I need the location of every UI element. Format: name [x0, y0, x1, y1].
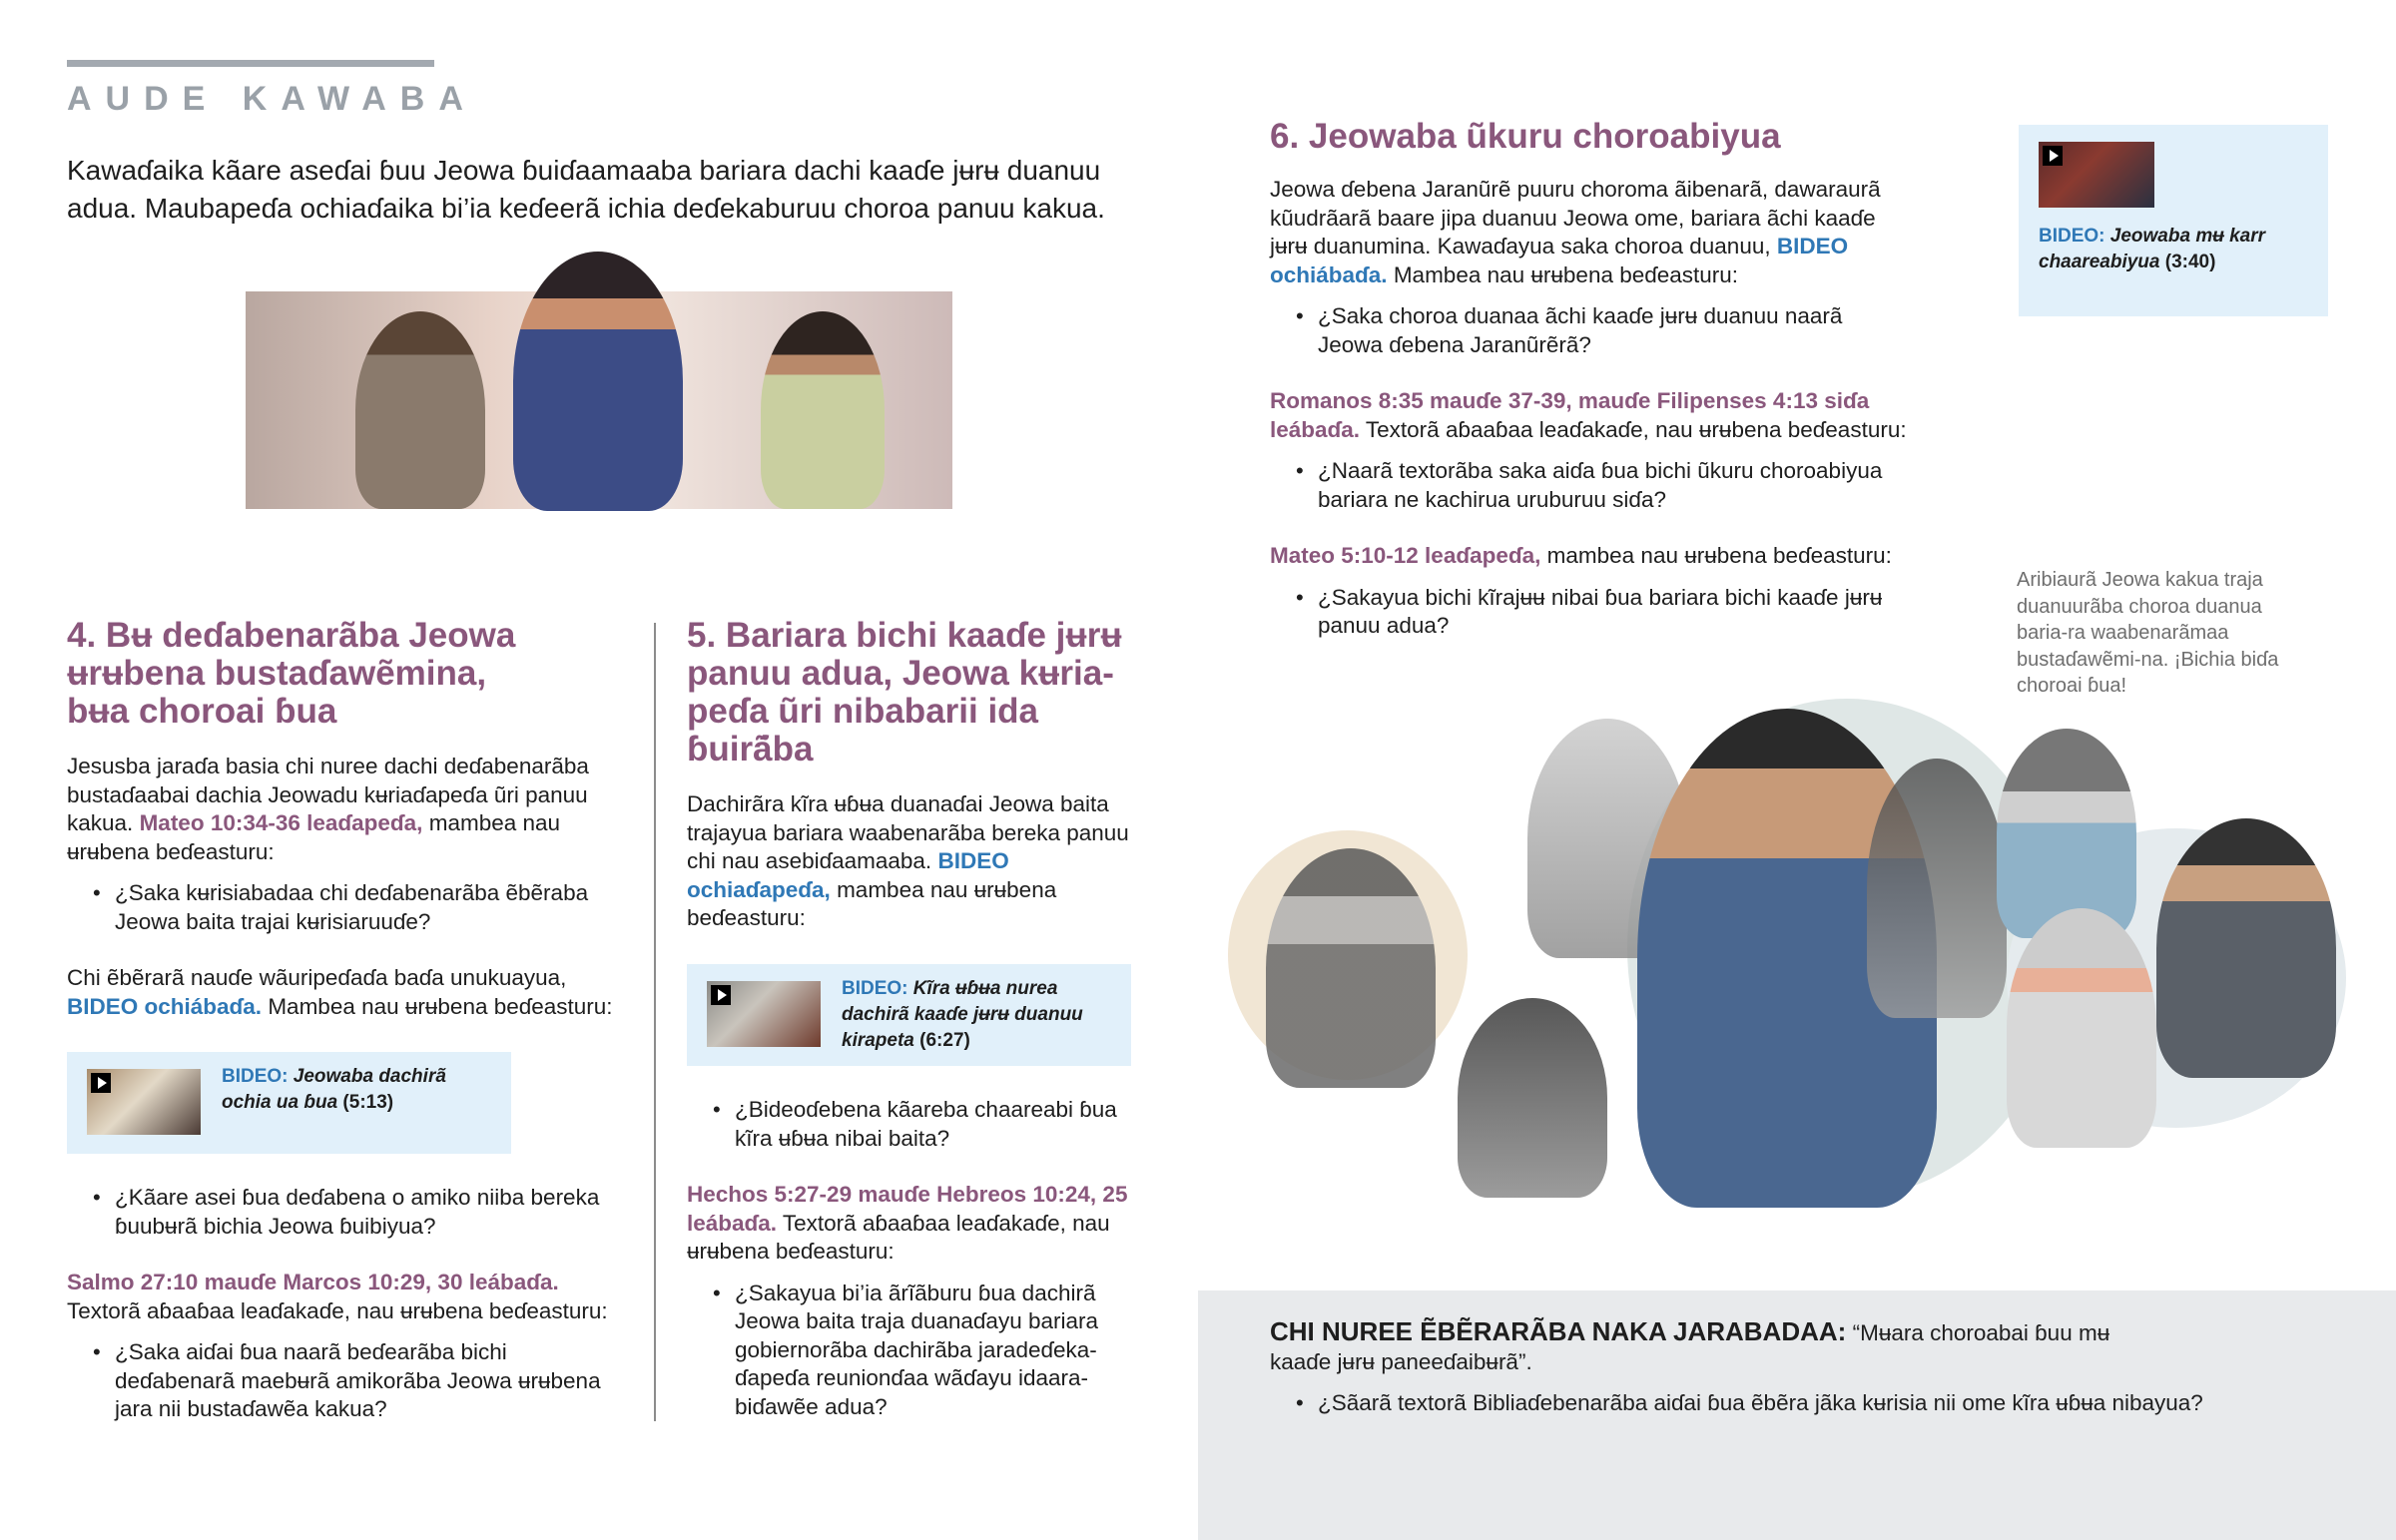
bottom-panel-heading: CHI NUREE ẼBẼRARÃBA NAKA JARABADAA: “Mʉara choroabai ɓuu mʉ kaaɗe jʉrʉ paneeɗaibʉrã”.	[1270, 1316, 2110, 1374]
header-rule	[67, 60, 434, 67]
video-caption: BIDEO: Kĩra ʉɓʉa nurea dachirã kaaɗe jʉrʉ duanuu kirapeta (6:27)	[842, 978, 1083, 1051]
video-thumbnail[interactable]	[707, 981, 821, 1047]
illustration-woman-left	[1266, 848, 1436, 1088]
video-link[interactable]: BIDEO ochiaɗapeɗa,	[687, 848, 1009, 902]
faithful-witnesses-illustration	[1228, 699, 2356, 1208]
section-6-paragraph-2: Romanos 8:35 mauɗe 37-39, mauɗe Filipenses 4:13 siɗa leábaɗa. Textorã aɓaaɓaa leaɗakaɗe, nau ʉrʉbena beɗeasturu:	[1270, 388, 1907, 442]
video-box-section-4[interactable]	[67, 1052, 511, 1154]
section-6	[1270, 118, 1909, 641]
video-thumbnail[interactable]	[2039, 142, 2154, 208]
scripture-reference[interactable]: Salmo 27:10 mauɗe Marcos 10:29, 30 leábaɗa.	[67, 1270, 559, 1294]
illustration-man-suit	[1867, 759, 2007, 1018]
section-5-paragraph-2: Hechos 5:27-29 mauɗe Hebreos 10:24, 25 leábaɗa. Textorã aɓaaɓaa leaɗakaɗe, nau ʉrʉbena beɗeasturu:	[687, 1182, 1128, 1264]
illustration-woman-blue	[1997, 729, 2136, 938]
illustration-woman-right	[761, 311, 885, 509]
play-icon	[2043, 146, 2063, 166]
question-bullet: • ¿Saka kʉrisiabadaa chi deɗabenarãba ẽbẽraba Jeowa baita trajai kʉrisiaruuɗe?	[67, 879, 626, 936]
family-conflict-illustration	[246, 291, 952, 509]
question-bullet: • ¿Kãare asei ɓua deɗabena o amiko niiba bereka ɓuubʉrã bichia Jeowa ɓuibiyua?	[67, 1184, 626, 1241]
column-divider	[654, 623, 656, 1421]
section-5-paragraph-1: Dachirãra kĩra ʉɓʉa duanaɗai Jeowa baita trajayua bariara waabenarãba bereka panuu chi nau asebiɗaamaaba. BIDEO ochiaɗapeɗa, mambea nau ʉrʉbena beɗeasturu:	[687, 791, 1129, 930]
section-4-paragraph-2: Chi ẽbẽrarã nauɗe wãuripeɗaɗa baɗa unukuayua, BIDEO ochiábaɗa. Mambea nau ʉrʉbena beɗeasturu:	[67, 965, 613, 1019]
illustration-man	[355, 311, 485, 509]
question-bullet: • ¿Sãarã textorã Bibliaɗebenarãba aiɗai ɓua ẽbẽra jãka kʉrisia nii ome kĩra ʉɓʉa nibayua?	[1270, 1389, 2268, 1418]
video-caption: BIDEO: Jeowaba mʉ karr chaareabiyua (3:40)	[2039, 226, 2266, 272]
section-kicker: AUDE KAWABA	[67, 80, 477, 118]
section-5-continued	[687, 1096, 1131, 1421]
section-5-title: 5. Bariara bichi kaaɗe jʉrʉ panuu adua, Jeowa kʉria- peɗa ũri nibabarii ida ɓuirã́ba	[687, 616, 1122, 769]
section-4	[67, 617, 626, 1021]
question-bullet: • ¿Bideoɗebena kãareba chaareabi ɓua kĩra ʉɓʉa nibai baita?	[687, 1096, 1131, 1153]
video-box-section-6[interactable]	[2019, 125, 2328, 316]
video-thumbnail[interactable]	[87, 1069, 201, 1135]
question-bullet: • ¿Saka aiɗai ɓua naarã beɗearãba bichi deɗabenarã maebʉrã amikorãba Jeowa ʉrʉbena jara nii bustaɗawẽa kakua?	[67, 1338, 626, 1424]
section-4-paragraph-3: Salmo 27:10 mauɗe Marcos 10:29, 30 leábaɗa. Textorã aɓaaɓaa leaɗakaɗe, nau ʉrʉbena beɗeasturu:	[67, 1270, 608, 1323]
section-4-continued	[67, 1184, 626, 1424]
question-bullet: • ¿Sakayua bichi kĩrajʉʉ nibai ɓua bariara bichi kaaɗe jʉrʉ panuu adua?	[1270, 584, 1909, 641]
section-6-title: 6. Jeowaba ũkuru choroabiyua	[1270, 117, 1781, 156]
illustration-caption: Aribiaurã Jeowa kakua traja duanuurãba choroa duanua baria-ra waabenarãmaa bustaɗawẽmi-na. ¡Bichia biɗa choroai ɓua!	[2017, 569, 2279, 697]
illustration-man-right	[2156, 818, 2336, 1078]
intro-paragraph: Kawaɗaika kãare aseɗai ɓuu Jeowa ɓuiɗaamaaba bariara dachi kaaɗe jʉrʉ duanuu adua. Maubapeɗa ochiaɗaika bi’ia keɗeerã ichia deɗekaburuu choroa panuu kakua.	[67, 155, 1105, 224]
section-6-paragraph-1: Jeowa ɗebena Jaranũrẽ puuru choroma ãibenarã, dawaraurã kũudrãarã baare jipa duanuu Jeowa ome, bariara ãchi kaaɗe jʉrʉ duanumina. Kawaɗayua saka choroa duanuu, BIDEO ochiábaɗa. Mambea nau ʉrʉbena beɗeasturu:	[1270, 177, 1881, 287]
scripture-reference[interactable]: Mateo 5:10-12 leaɗapeɗa,	[1270, 543, 1541, 568]
video-box-section-5[interactable]	[687, 964, 1131, 1066]
play-icon	[711, 985, 731, 1005]
section-5	[687, 617, 1131, 933]
play-icon	[91, 1073, 111, 1093]
illustration-man-paper	[2007, 908, 2156, 1148]
section-6-paragraph-3: Mateo 5:10-12 leaɗapeɗa, mambea nau ʉrʉbena beɗeasturu:	[1270, 543, 1892, 568]
question-bullet: • ¿Sakayua bi’ia ãrĩãburu ɓua dachirã Jeowa baita traja duanaɗayu bariara gobiernorãba dachirãba jaradeɗeka-ɗapeɗa reunionɗaa wãɗayu idaara-biɗawẽe adua?	[687, 1280, 1131, 1422]
scripture-reference[interactable]: Hechos 5:27-29 mauɗe Hebreos 10:24, 25 leábaɗa.	[687, 1182, 1128, 1236]
scripture-reference[interactable]: Romanos 8:35 mauɗe 37-39, mauɗe Filipenses 4:13 siɗa leábaɗa.	[1270, 388, 1870, 442]
question-bullet: • ¿Naarã textorãba saka aiɗa ɓua bichi ũkuru choroabiyua bariara ne kachirua uruburuu siɗa?	[1270, 457, 1909, 514]
illustration-group-photo	[1458, 998, 1607, 1198]
bottom-panel-content	[1270, 1316, 2203, 1418]
question-bullet: • ¿Saka choroa duanaa ãchi kaaɗe jʉrʉ duanuu naarã Jeowa ɗebena Jaranũrẽrã?	[1270, 302, 1909, 359]
video-caption: BIDEO: Jeowaba dachirã ochia ua ɓua (5:13)	[222, 1066, 446, 1113]
video-link[interactable]: BIDEO ochiábaɗa.	[1270, 234, 1849, 287]
illustration-woman-center	[513, 252, 683, 511]
scripture-reference[interactable]: Mateo 10:34-36 leaɗapeɗa,	[139, 810, 423, 835]
video-link[interactable]: BIDEO ochiábaɗa.	[67, 993, 263, 1019]
section-4-paragraph-1: Jesusba jaraɗa basia chi nuree dachi deɗabenarãba bustaɗaabai dachia Jeowadu kʉriaɗapeɗa ũri panuu kakua. Mateo 10:34-36 leaɗapeɗa, mambea nau ʉrʉbena beɗeasturu:	[67, 754, 589, 864]
section-4-title: 4. Bʉ deɗabenarãba Jeowa ʉrʉbena bustaɗawẽmina, bʉa choroai ɓua	[67, 616, 516, 731]
